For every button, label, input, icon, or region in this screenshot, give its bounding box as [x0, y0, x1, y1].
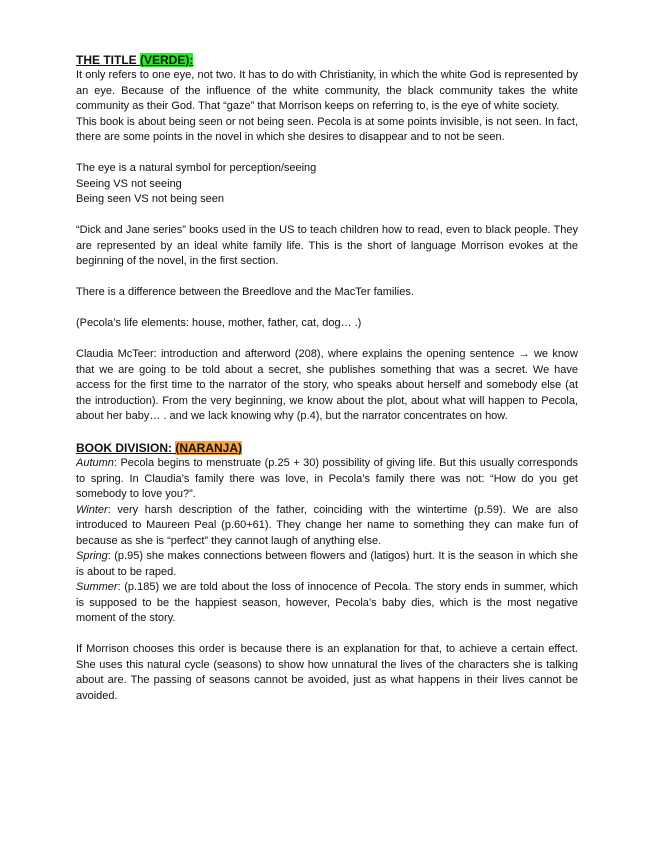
life-elements-paragraph: (Pecola’s life elements: house, mother, father, cat, dog… .) [76, 317, 362, 329]
title-heading-highlight: (VERDE): [140, 53, 194, 67]
claudia-paragraph: Claudia McTeer: introduction and afterword (208), where explains the opening sentence → we know that we are going to be told about a secret, she publishes something that was a secret. We have access for the first time to the narrator of the story, who speaks about herself and somebody else (at the introduction). From the very beginning, we know about the plot, about what will happen to Pecola, about her baby… . and we lack knowing why (p.4), but the narrator concentrates on how. [76, 348, 578, 422]
morrison-order-paragraph: If Morrison chooses this order is because there is an explanation for that, to achieve a certain effect. She uses this natural cycle (seasons) to show how unnatural the lives of the characters she is talking about are. The passing of seasons cannot be avoided, just as what happens in their lives cannot be avoided. [76, 643, 578, 702]
season-autumn-paragraph [76, 456, 578, 503]
dick-and-jane-paragraph: “Dick and Jane series” books used in the US to teach children how to read, even to black people. They are represented by an ideal white family life. This is the short of language Morrison evokes at the beginning of the novel, in the first section. [76, 224, 578, 267]
spacer [76, 425, 578, 441]
season-spring-paragraph [76, 549, 578, 580]
eye-symbol-list [76, 161, 578, 208]
spacer [76, 301, 578, 317]
document-page [76, 52, 578, 704]
season-name: Autumn [76, 457, 114, 469]
families-paragraph: There is a difference between the Breedlove and the MacTer families. [76, 286, 414, 298]
spacer [76, 270, 578, 286]
spacer [76, 627, 578, 643]
list-item: Seeing VS not seeing [76, 177, 182, 190]
list-item: The eye is a natural symbol for perception/seeing [76, 162, 317, 174]
season-summer-paragraph [76, 580, 578, 627]
spacer [76, 332, 578, 348]
season-name: Winter [76, 503, 108, 516]
season-name: Summer [76, 581, 118, 593]
title-paragraph-1: It only refers to one eye, not two. It has to do with Christianity, in which the white God is represented by an eye. Because of the influence of the white community, the black community takes the white community as their God. That “gaze” that Morrison keeps on referring to, is the eye of white society. [76, 69, 578, 112]
season-text: : (p.95) she makes connections between flowers and (latigos) hurt. It is the season in which she is about to be raped. [76, 550, 578, 578]
book-division-heading-highlight: (NARANJA) [175, 441, 243, 455]
season-winter-paragraph [76, 503, 578, 550]
season-text: : (p.185) we are told about the loss of innocence of Pecola. The story ends in summer, which is supposed to be the happiest season, however, Pecola’s baby dies, which is the most negative moment of the story. [76, 581, 578, 624]
spacer [76, 146, 578, 162]
spacer [76, 208, 578, 224]
title-paragraph-2: This book is about being seen or not being seen. Pecola is at some points invisible, is not seen. In fact, there are some points in the novel in which she desires to disappear and to not be seen. [76, 115, 578, 143]
title-heading-text: THE TITLE [76, 53, 140, 67]
title-heading [76, 52, 578, 68]
season-text: : very harsh description of the father, coinciding with the wintertime (p.59). We are also introduced to Maureen Peal (p.60+61). They change her name to something they can make fun of because as she is “perfect” they cannot laugh of anything else. [76, 503, 578, 547]
season-text: : Pecola begins to menstruate (p.25 + 30) possibility of giving life. But this usually corresponds to spring. In Claudia’s family there was love, in Pecola’s family there was not: “How do you get somebody to love you?”. [76, 457, 578, 500]
book-division-heading-text: BOOK DIVISION: [76, 441, 176, 455]
season-name: Spring [76, 550, 108, 562]
book-division-heading [76, 440, 578, 456]
list-item: Being seen VS not being seen [76, 193, 225, 205]
